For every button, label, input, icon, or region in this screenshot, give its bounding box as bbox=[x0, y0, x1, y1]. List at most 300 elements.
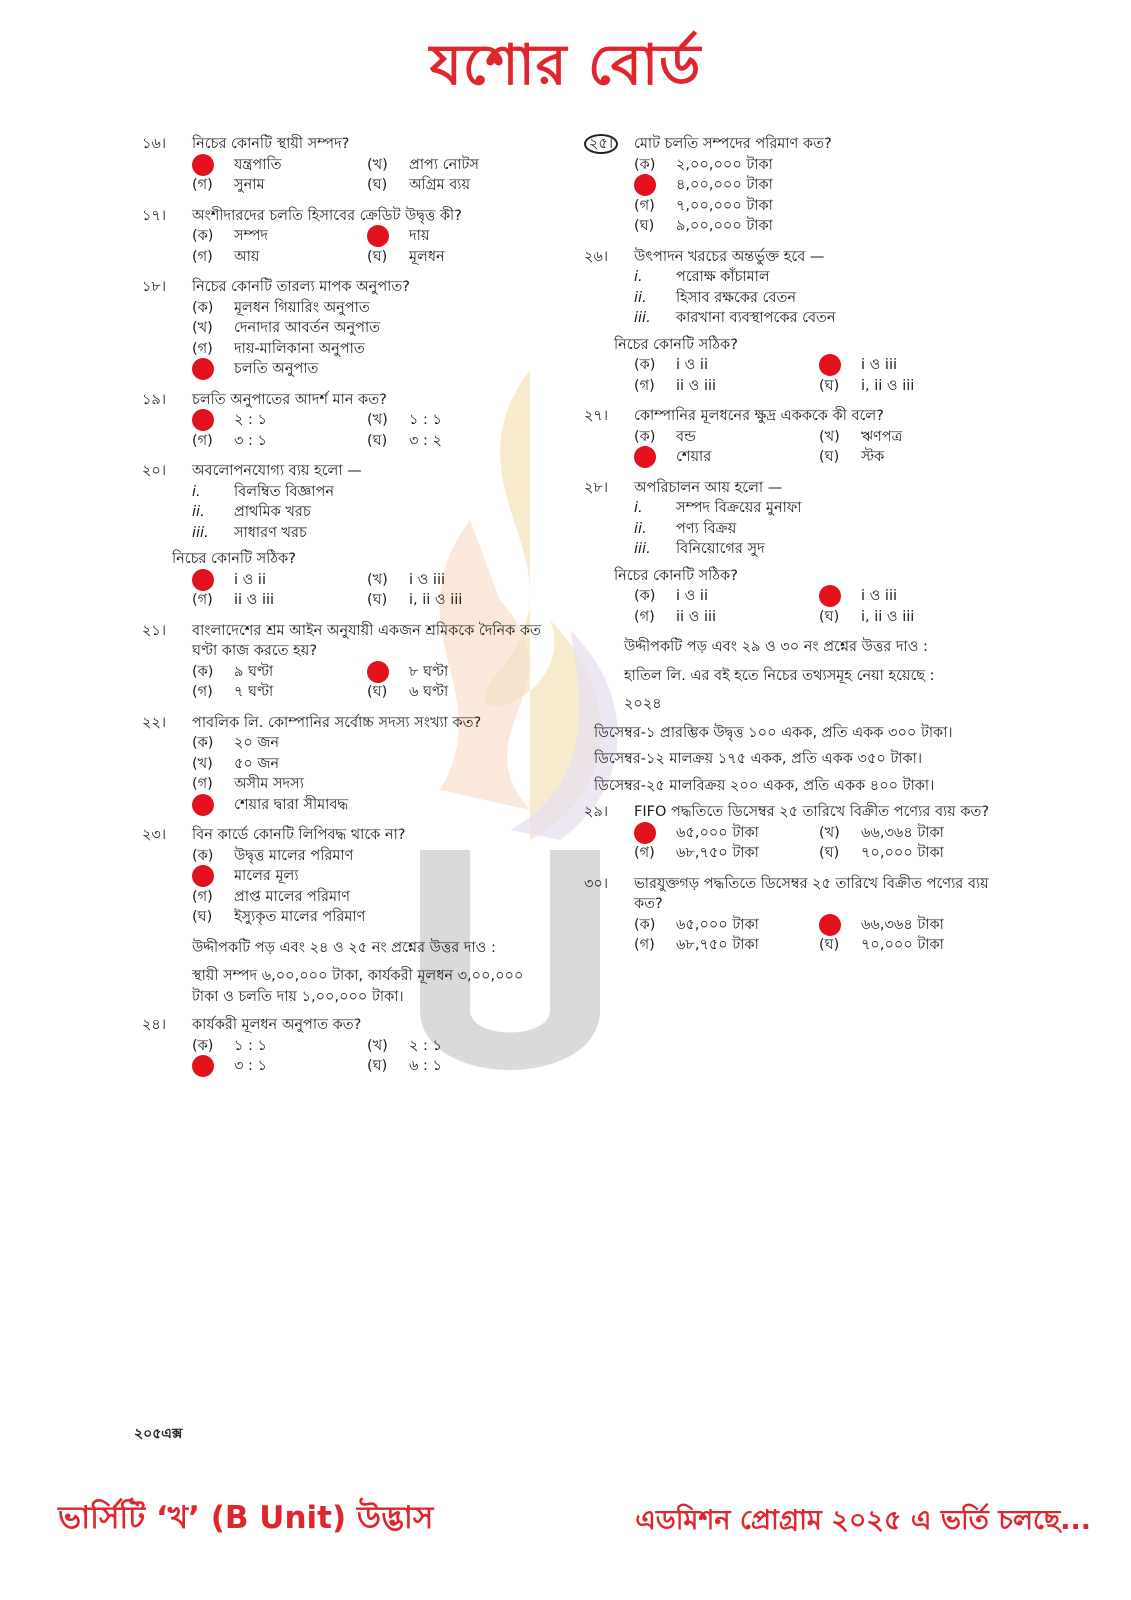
footer-brand: ভার্সিটি ‘খ’ (B Unit) উদ্ভাস bbox=[58, 1500, 434, 1536]
question-block bbox=[142, 390, 542, 452]
answer-option[interactable] bbox=[192, 733, 542, 754]
question-number: ৩০। bbox=[584, 875, 609, 892]
option-text: অগ্রিম ব্যয় bbox=[409, 177, 471, 193]
answer-option[interactable] bbox=[634, 175, 1004, 196]
option-text: ৩ : ১ bbox=[234, 432, 267, 449]
option-text: ii ও iii bbox=[676, 608, 717, 625]
option-label: (ঘ) bbox=[819, 449, 840, 465]
question-text: নিচের কোনটি তারল্য মাপক অনুপাত? bbox=[192, 279, 410, 295]
statement-item bbox=[192, 523, 542, 544]
answer-option[interactable] bbox=[192, 339, 542, 360]
option-label: (গ) bbox=[634, 845, 655, 861]
option-label: (খ) bbox=[819, 428, 840, 445]
answer-option[interactable] bbox=[192, 754, 542, 775]
page-title: যশোর বোর্ড bbox=[429, 33, 702, 98]
option-text: ৪,০০,০০০ টাকা bbox=[676, 177, 773, 193]
option-text: ৫০ জন bbox=[234, 755, 280, 772]
statement-text: সম্পদ বিক্রয়ের মুনাফা bbox=[676, 500, 802, 516]
answer-marked-dot bbox=[367, 225, 389, 247]
statement-item bbox=[634, 308, 1004, 329]
answer-option[interactable] bbox=[192, 774, 542, 795]
answer-option[interactable] bbox=[192, 298, 542, 319]
option-text: ৬৮,৭৫০ টাকা bbox=[676, 845, 759, 861]
statement-roman: i. bbox=[634, 269, 643, 285]
option-label: (ক) bbox=[192, 847, 214, 864]
option-text: ৭,০০,০০০ টাকা bbox=[676, 197, 773, 214]
question-text: FIFO পদ্ধতিতে ডিসেম্বর ২৫ তারিখে বিক্রীত পণ্যের ব্যয় কত? bbox=[634, 804, 990, 820]
question-text: কোম্পানির মূলধনের ক্ষুদ্র একককে কী বলে? bbox=[634, 408, 884, 424]
question-number bbox=[584, 134, 634, 155]
option-label: (গ) bbox=[192, 684, 213, 700]
answer-option[interactable] bbox=[367, 175, 542, 196]
option-text: ৭০,০০০ টাকা bbox=[861, 845, 944, 861]
option-list bbox=[142, 662, 542, 703]
option-text: ৩ : ১ bbox=[234, 1058, 267, 1074]
answer-option[interactable] bbox=[819, 376, 1004, 397]
statement-list bbox=[584, 498, 1004, 560]
option-list bbox=[142, 155, 542, 196]
statement-roman: i. bbox=[634, 500, 643, 516]
question-subprompt: নিচের কোনটি সঠিক? bbox=[614, 567, 738, 584]
option-list bbox=[142, 298, 542, 380]
answer-option[interactable] bbox=[634, 935, 819, 956]
statement-text: সাধারণ খরচ bbox=[234, 524, 307, 541]
question-text: বিন কার্ডে কোনটি লিপিবদ্ধ থাকে না? bbox=[192, 827, 406, 843]
option-list bbox=[142, 226, 542, 267]
question-block bbox=[584, 478, 1004, 628]
option-text: i ও iii bbox=[409, 571, 446, 588]
option-label: (ক) bbox=[634, 428, 656, 445]
question-block bbox=[142, 621, 542, 703]
question-text: মোট চলতি সম্পদের পরিমাণ কত? bbox=[634, 136, 832, 152]
right-column bbox=[584, 134, 1004, 966]
option-text: ৯,০০,০০০ টাকা bbox=[676, 218, 773, 234]
footer-admission-notice: এডমিশন প্রোগ্রাম ২০২৫ এ ভর্তি চলছে... bbox=[635, 1505, 1091, 1536]
option-text: প্রাপ্ত মালের পরিমাণ bbox=[234, 888, 351, 905]
option-text: ঋণপত্র bbox=[861, 428, 903, 445]
statement-roman: ii. bbox=[634, 520, 647, 537]
option-label: (গ) bbox=[192, 432, 213, 449]
option-text: ৩ : ২ bbox=[409, 432, 442, 449]
question-header bbox=[142, 134, 542, 155]
answer-option[interactable] bbox=[367, 226, 542, 247]
answer-option[interactable] bbox=[634, 427, 819, 448]
answer-option[interactable] bbox=[367, 431, 542, 452]
option-text: উদ্বৃত্ত মালের পরিমাণ bbox=[234, 847, 354, 864]
option-text: মূলধন গিয়ারিং অনুপাত bbox=[234, 299, 370, 316]
answer-option[interactable] bbox=[819, 355, 1004, 376]
question-number: ২৬। bbox=[584, 248, 609, 265]
question-text: অবলোপনযোগ্য ব্যয় হলো — bbox=[192, 463, 362, 479]
question-block bbox=[584, 406, 1004, 468]
statement-item bbox=[192, 502, 542, 523]
question-header bbox=[142, 825, 542, 846]
statement-text: পণ্য বিক্রয় bbox=[676, 520, 737, 537]
option-text: i, ii ও iii bbox=[409, 592, 463, 608]
question-text: পাবলিক লি. কোম্পানির সর্বোচ্চ সদস্য সংখ্যা কত? bbox=[192, 714, 482, 731]
question-block bbox=[584, 802, 1004, 864]
answer-option[interactable] bbox=[192, 431, 367, 452]
question-header bbox=[584, 134, 1004, 155]
answer-option[interactable] bbox=[367, 570, 542, 591]
answer-option[interactable] bbox=[367, 247, 542, 268]
question-text: অংশীদারদের চলতি হিসাবের ক্রেডিট উদ্বৃত্ত কী? bbox=[192, 207, 462, 224]
answer-option[interactable] bbox=[367, 590, 542, 611]
option-text: ২০ জন bbox=[234, 735, 280, 751]
option-text: ৯ ঘণ্টা bbox=[234, 663, 274, 680]
answer-option[interactable] bbox=[819, 935, 1004, 956]
answer-option[interactable] bbox=[192, 662, 367, 683]
question-number: ২২। bbox=[142, 714, 167, 731]
option-text: মূলধন bbox=[409, 248, 445, 265]
answer-option[interactable] bbox=[367, 155, 542, 176]
answer-marked-dot bbox=[192, 865, 214, 887]
option-text: সুনাম bbox=[234, 177, 265, 193]
option-list bbox=[142, 410, 542, 451]
option-label: (খ) bbox=[192, 755, 213, 772]
option-text: ৬৫,০০০ টাকা bbox=[676, 824, 759, 841]
option-text: ৮ ঘণ্টা bbox=[409, 663, 449, 680]
option-list bbox=[584, 427, 1004, 468]
answer-marked-dot bbox=[192, 1055, 214, 1077]
question-number: ২৯। bbox=[584, 804, 609, 820]
question-number: ১৮। bbox=[142, 279, 167, 295]
option-label: (ক) bbox=[192, 1037, 214, 1054]
statement-item bbox=[192, 482, 542, 503]
answer-option[interactable] bbox=[634, 586, 819, 607]
answer-marked-dot bbox=[192, 358, 214, 380]
question-header bbox=[584, 802, 1004, 823]
question-header bbox=[142, 1015, 542, 1036]
answer-marked-dot bbox=[819, 585, 841, 607]
answer-option[interactable] bbox=[192, 866, 542, 887]
question-number: ২১। bbox=[142, 622, 167, 639]
stimulus-body: হাতিল লি. এর বই হতে নিচের তথ্যসমূহ নেয়া হয়েছে : bbox=[624, 667, 935, 684]
answer-option[interactable] bbox=[192, 155, 367, 176]
answer-option[interactable] bbox=[819, 586, 1004, 607]
question-text: চলতি অনুপাতের আদর্শ মান কত? bbox=[192, 391, 387, 408]
option-text: ৬৮,৭৫০ টাকা bbox=[676, 937, 759, 953]
option-text: ৬৫,০০০ টাকা bbox=[676, 916, 759, 933]
option-label: (গ) bbox=[192, 248, 213, 265]
question-block bbox=[584, 247, 1004, 397]
option-text: ২,০০,০০০ টাকা bbox=[676, 156, 773, 173]
answer-option[interactable] bbox=[634, 155, 1004, 176]
option-text: i, ii ও iii bbox=[861, 377, 915, 394]
answer-option[interactable] bbox=[634, 823, 819, 844]
answer-option[interactable] bbox=[367, 1056, 542, 1077]
option-text: অসীম সদস্য bbox=[234, 776, 304, 792]
option-label: (ঘ) bbox=[367, 684, 388, 700]
answer-option[interactable] bbox=[634, 216, 1004, 237]
answer-marked-dot bbox=[819, 914, 841, 936]
question-text: নিচের কোনটি স্থায়ী সম্পদ? bbox=[192, 136, 350, 152]
answer-option[interactable] bbox=[192, 410, 367, 431]
option-text: ৬ ঘণ্টা bbox=[409, 684, 449, 700]
answer-marked-dot bbox=[192, 794, 214, 816]
question-header bbox=[584, 406, 1004, 427]
question-block bbox=[142, 825, 542, 928]
option-label: (খ) bbox=[367, 156, 388, 173]
question-header bbox=[142, 390, 542, 411]
option-text: দেনাদার আবর্তন অনুপাত bbox=[234, 320, 381, 336]
question-block bbox=[142, 206, 542, 268]
option-text: ইস্যুকৃত মালের পরিমাণ bbox=[234, 909, 366, 925]
answer-option[interactable] bbox=[367, 1036, 542, 1057]
answer-option[interactable] bbox=[192, 570, 367, 591]
answer-option[interactable] bbox=[192, 226, 367, 247]
stimulus-instruction: উদ্দীপকটি পড় এবং ২৯ ও ৩০ নং প্রশ্নের উত্তর দাও : bbox=[624, 639, 928, 655]
option-list bbox=[142, 733, 542, 815]
answer-option[interactable] bbox=[192, 1056, 367, 1077]
question-block bbox=[584, 874, 1004, 956]
question-number: ১৭। bbox=[142, 207, 167, 224]
answer-option[interactable] bbox=[192, 359, 542, 380]
left-column bbox=[142, 134, 542, 1087]
answer-option[interactable] bbox=[634, 447, 819, 468]
question-number: ২৩। bbox=[142, 827, 167, 843]
question-subprompt: নিচের কোনটি সঠিক? bbox=[172, 551, 296, 567]
answer-option[interactable] bbox=[192, 887, 542, 908]
question-number: ২৭। bbox=[584, 408, 609, 424]
option-text: বন্ড bbox=[676, 428, 696, 445]
option-text: দায় bbox=[409, 228, 430, 244]
answer-option[interactable] bbox=[634, 915, 819, 936]
answer-option[interactable] bbox=[192, 175, 367, 196]
question-block bbox=[142, 134, 542, 196]
statement-text: কারখানা ব্যবস্থাপকের বেতন bbox=[676, 310, 836, 326]
option-label: (ঘ) bbox=[367, 248, 388, 265]
answer-option[interactable] bbox=[192, 846, 542, 867]
answer-option[interactable] bbox=[634, 355, 819, 376]
statement-item bbox=[634, 539, 1004, 560]
option-text: ৬ : ১ bbox=[409, 1058, 442, 1074]
option-label: (ক) bbox=[634, 357, 656, 373]
option-label: (ঘ) bbox=[819, 608, 840, 625]
question-number: ১৬। bbox=[142, 136, 167, 152]
question-block bbox=[142, 713, 542, 816]
answer-marked-dot bbox=[634, 822, 656, 844]
question-number: ২৮। bbox=[584, 479, 609, 496]
answer-marked-dot bbox=[634, 174, 656, 196]
option-text: দায়-মালিকানা অনুপাত bbox=[234, 340, 365, 357]
option-text: ৬৬,৩৬৪ টাকা bbox=[861, 824, 944, 841]
option-list bbox=[142, 846, 542, 928]
stimulus-body: স্থায়ী সম্পদ ৬,০০,০০০ টাকা, কার্যকরী মূলধন ৩,০০,০০০ টাকা ও চলতি দায় ১,০০,০০০ টাকা। bbox=[192, 968, 524, 1005]
answer-option[interactable] bbox=[367, 682, 542, 703]
answer-option[interactable] bbox=[634, 376, 819, 397]
statement-item bbox=[634, 267, 1004, 288]
option-text: সম্পদ bbox=[234, 228, 268, 244]
statement-text: পরোক্ষ কাঁচামাল bbox=[676, 269, 770, 285]
answer-option[interactable] bbox=[192, 682, 367, 703]
statement-text: প্রাথমিক খরচ bbox=[234, 504, 311, 520]
question-block bbox=[584, 134, 1004, 237]
stimulus-line: ডিসেম্বর-১২ মালক্রয় ১৭৫ একক, প্রতি একক ৩৫০ টাকা। bbox=[594, 751, 923, 767]
option-list bbox=[142, 1036, 542, 1077]
option-text: ৭ ঘণ্টা bbox=[234, 684, 274, 700]
option-text: শেয়ার দ্বারা সীমাবদ্ধ bbox=[234, 796, 349, 813]
option-list bbox=[584, 155, 1004, 237]
answer-option[interactable] bbox=[634, 196, 1004, 217]
statement-item bbox=[634, 519, 1004, 540]
option-text: শেয়ার bbox=[676, 449, 712, 465]
question-block bbox=[142, 277, 542, 380]
option-text: i, ii ও iii bbox=[861, 608, 915, 625]
option-label: (ঘ) bbox=[634, 218, 655, 234]
option-label: (খ) bbox=[367, 412, 388, 428]
question-block bbox=[142, 461, 542, 611]
option-label: (গ) bbox=[192, 177, 213, 193]
option-label: (খ) bbox=[819, 824, 840, 841]
option-label: (ক) bbox=[634, 916, 656, 933]
answer-option[interactable] bbox=[367, 410, 542, 431]
option-label: (গ) bbox=[634, 197, 655, 214]
question-header bbox=[142, 206, 542, 227]
option-label: (ঘ) bbox=[367, 592, 388, 608]
question-header bbox=[584, 874, 1004, 915]
option-text: i ও ii bbox=[234, 571, 266, 588]
question-text: অপরিচালন আয় হলো — bbox=[634, 479, 783, 496]
answer-option[interactable] bbox=[634, 607, 819, 628]
statement-item bbox=[634, 498, 1004, 519]
question-number: ২০। bbox=[142, 463, 167, 479]
stimulus-line: ডিসেম্বর-১ প্রারম্ভিক উদ্বৃত্ত ১০০ একক, প্রতি একক ৩০০ টাকা। bbox=[594, 724, 953, 741]
option-label: (খ) bbox=[367, 1037, 388, 1054]
option-label: (গ) bbox=[192, 340, 213, 357]
option-label: (ঘ) bbox=[367, 1058, 388, 1074]
option-text: ৬৬,৩৬৪ টাকা bbox=[861, 916, 944, 933]
answer-option[interactable] bbox=[819, 607, 1004, 628]
option-label: (খ) bbox=[192, 320, 213, 336]
option-text: ii ও iii bbox=[234, 592, 275, 608]
option-text: i ও iii bbox=[861, 588, 898, 604]
option-label: (গ) bbox=[192, 592, 213, 608]
answer-marked-dot bbox=[192, 569, 214, 591]
statement-list bbox=[142, 482, 542, 544]
answer-option[interactable] bbox=[192, 318, 542, 339]
statement-list bbox=[584, 267, 1004, 329]
question-text: কার্যকরী মূলধন অনুপাত কত? bbox=[192, 1017, 362, 1033]
question-text: বাংলাদেশের শ্রম আইন অনুযায়ী একজন শ্রমিককে দৈনিক কত ঘণ্টা কাজ করতে হয়? bbox=[192, 622, 541, 659]
option-list bbox=[584, 823, 1004, 864]
answer-option[interactable] bbox=[819, 843, 1004, 864]
option-label: (ঘ) bbox=[367, 432, 388, 449]
option-list bbox=[584, 915, 1004, 956]
question-header bbox=[584, 247, 1004, 268]
statement-roman: ii. bbox=[634, 289, 647, 306]
question-header bbox=[142, 461, 542, 482]
option-label: (ঘ) bbox=[192, 909, 213, 925]
option-label: (ক) bbox=[192, 735, 214, 751]
option-label: (ঘ) bbox=[819, 845, 840, 861]
question-number-circled: ২৫। bbox=[584, 134, 618, 154]
answer-option[interactable] bbox=[192, 590, 367, 611]
option-text: i ও ii bbox=[676, 357, 708, 373]
question-header bbox=[142, 713, 542, 734]
option-text: ২ : ১ bbox=[409, 1037, 442, 1054]
option-label: (গ) bbox=[634, 377, 655, 394]
option-text: ১ : ১ bbox=[409, 412, 442, 428]
question-header bbox=[584, 478, 1004, 499]
option-label: (ক) bbox=[192, 663, 214, 680]
answer-option[interactable] bbox=[819, 915, 1004, 936]
answer-option[interactable] bbox=[819, 427, 1004, 448]
option-text: ২ : ১ bbox=[234, 412, 267, 428]
option-label: (ক) bbox=[192, 228, 214, 244]
answer-option[interactable] bbox=[819, 823, 1004, 844]
answer-option[interactable] bbox=[192, 1036, 367, 1057]
question-text: উৎপাদন খরচের অন্তর্ভুক্ত হবে — bbox=[634, 248, 825, 265]
option-text: স্টক bbox=[861, 449, 885, 465]
answer-option[interactable] bbox=[819, 447, 1004, 468]
answer-option[interactable] bbox=[367, 662, 542, 683]
option-label: (গ) bbox=[634, 608, 655, 625]
question-number: ২৪। bbox=[142, 1017, 167, 1033]
option-list bbox=[142, 570, 542, 611]
stimulus-year: ২০২৪ bbox=[624, 696, 662, 712]
option-text: i ও ii bbox=[676, 588, 708, 604]
answer-option[interactable] bbox=[634, 843, 819, 864]
option-text: আয় bbox=[234, 248, 260, 265]
option-label: (গ) bbox=[192, 776, 213, 792]
statement-roman: iii. bbox=[634, 310, 651, 326]
option-text: প্রাপ্য নোটস bbox=[409, 156, 479, 173]
option-label: (গ) bbox=[634, 937, 655, 953]
option-label: (গ) bbox=[192, 888, 213, 905]
option-text: চলতি অনুপাত bbox=[234, 361, 319, 377]
option-text: ii ও iii bbox=[676, 377, 717, 394]
statement-roman: iii. bbox=[634, 541, 651, 557]
answer-marked-dot bbox=[192, 409, 214, 431]
option-list bbox=[584, 355, 1004, 396]
question-number: ১৯। bbox=[142, 391, 167, 408]
option-text: যন্ত্রপাতি bbox=[234, 156, 282, 173]
option-list bbox=[584, 586, 1004, 627]
statement-text: বিনিয়োগের সুদ bbox=[676, 541, 765, 557]
statement-roman: ii. bbox=[192, 504, 205, 520]
answer-marked-dot bbox=[192, 154, 214, 176]
statement-item bbox=[634, 288, 1004, 309]
option-label: (ক) bbox=[192, 299, 214, 316]
option-text: ১ : ১ bbox=[234, 1037, 267, 1054]
answer-marked-dot bbox=[819, 354, 841, 376]
stimulus-line: ডিসেম্বর-২৫ মালবিক্রয় ২০০ একক, প্রতি একক ৪০০ টাকা। bbox=[594, 777, 935, 794]
option-label: (ঘ) bbox=[367, 177, 388, 193]
stimulus-instruction: উদ্দীপকটি পড় এবং ২৪ ও ২৫ নং প্রশ্নের উত্তর দাও : bbox=[192, 939, 496, 956]
answer-option[interactable] bbox=[192, 907, 542, 928]
statement-roman: iii. bbox=[192, 524, 209, 541]
option-text: i ও iii bbox=[861, 357, 898, 373]
option-label: (ঘ) bbox=[819, 377, 840, 394]
statement-text: হিসাব রক্ষকের বেতন bbox=[676, 289, 796, 306]
answer-option[interactable] bbox=[192, 247, 367, 268]
option-label: (ঘ) bbox=[819, 937, 840, 953]
option-text: ৭০,০০০ টাকা bbox=[861, 937, 944, 953]
question-block bbox=[142, 1015, 542, 1077]
page-code: ২০৫এক্স bbox=[134, 1426, 183, 1442]
question-subprompt: নিচের কোনটি সঠিক? bbox=[614, 336, 738, 353]
answer-option[interactable] bbox=[192, 795, 542, 816]
option-label: (ক) bbox=[634, 588, 656, 604]
question-header bbox=[142, 621, 542, 662]
option-label: (খ) bbox=[367, 571, 388, 588]
option-text: মালের মূল্য bbox=[234, 868, 299, 884]
answer-marked-dot bbox=[634, 446, 656, 468]
question-header bbox=[142, 277, 542, 298]
statement-roman: i. bbox=[192, 483, 201, 500]
option-label: (ক) bbox=[634, 156, 656, 173]
